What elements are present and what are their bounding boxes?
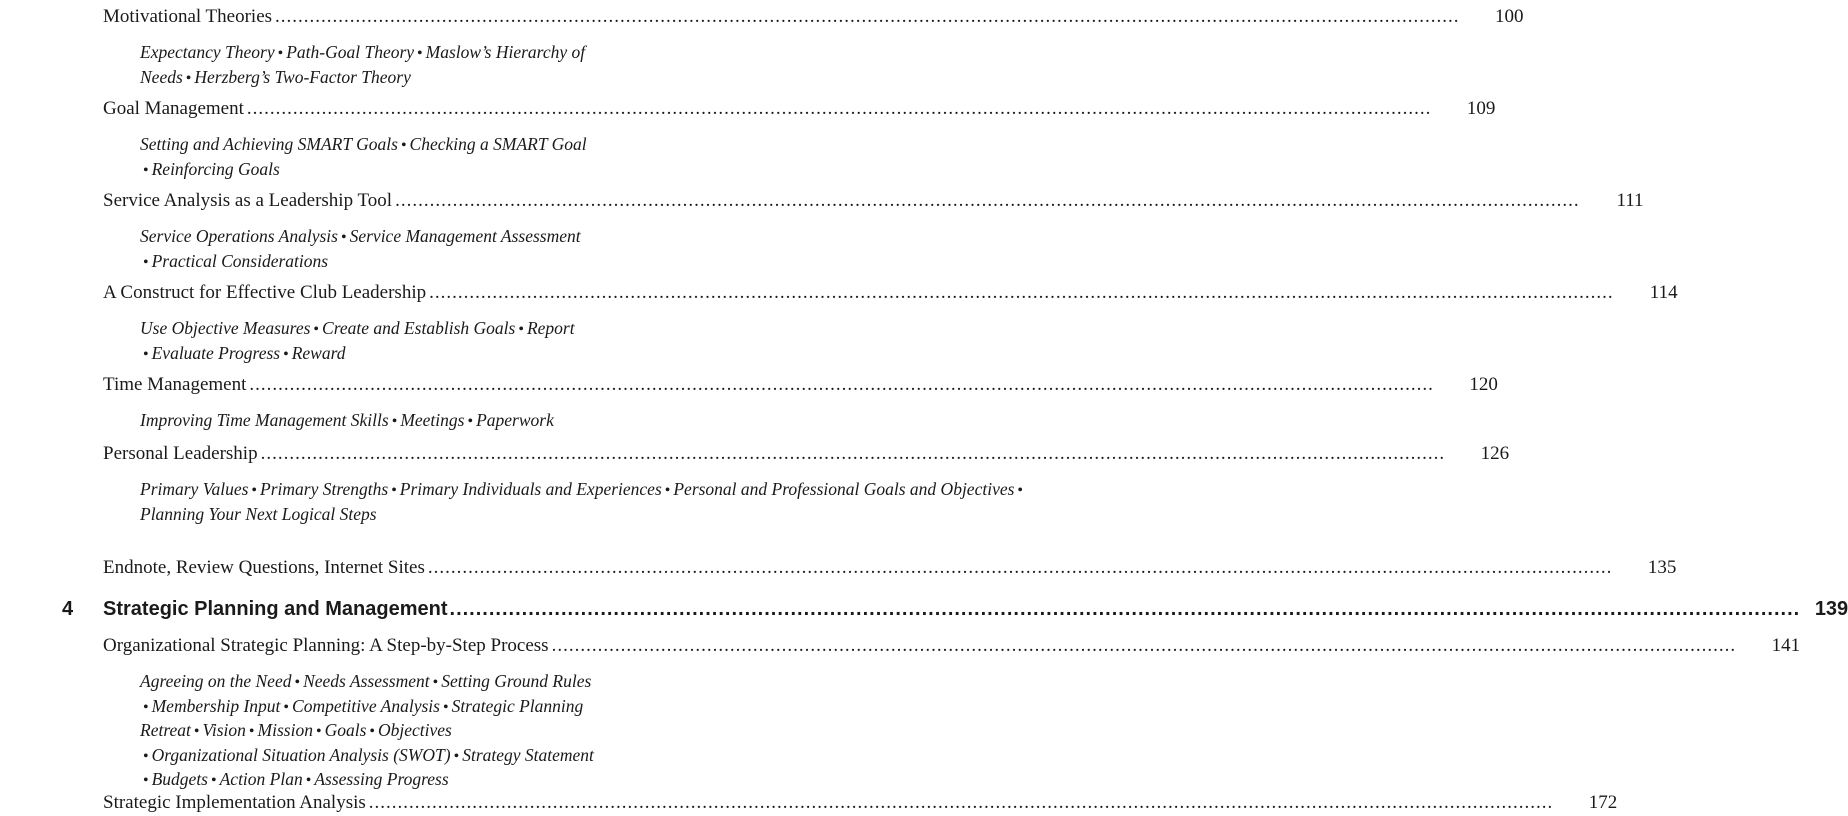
bullet-separator: • (294, 674, 301, 691)
toc-entry-construct-leadership[interactable] (103, 280, 1678, 306)
toc-entry-title: Motivational Theories (103, 6, 273, 27)
bullet-separator: • (193, 723, 200, 740)
bullet-separator: • (305, 772, 312, 789)
subtopic: Expectancy Theory (140, 42, 275, 62)
dot-leader (395, 188, 1580, 214)
subtopic: Needs Assessment (303, 671, 430, 691)
toc-subtopics-personal (140, 478, 1024, 525)
subtopic: Budgets (151, 769, 208, 789)
bullet-separator: • (518, 321, 524, 338)
subtopic: Strategic Planning Retreat (140, 695, 584, 740)
toc-entry-page: 109 (1466, 98, 1496, 119)
toc-entry-title: Time Management (103, 374, 247, 395)
subtopic: Objectives (377, 720, 452, 740)
chapter-page: 139 (1814, 598, 1848, 620)
subtopic: Report (526, 318, 575, 338)
toc-entry-page: 135 (1647, 557, 1677, 578)
bullet-separator: • (283, 345, 289, 363)
subtopic: Reward (291, 342, 346, 363)
dot-leader (428, 555, 1613, 581)
subtopic: Maslow’s Hierarchy of Needs (140, 42, 586, 87)
toc-entry-personal-leadership[interactable] (103, 441, 1510, 467)
bullet-separator: • (453, 747, 460, 765)
bullet-separator: • (1017, 482, 1024, 499)
subtopic: Membership Input (151, 695, 281, 716)
subtopic: Path-Goal Theory (286, 42, 415, 62)
bullet-separator: • (251, 482, 258, 499)
subtopic: Reinforcing Goals (151, 158, 280, 179)
dot-leader (552, 633, 1737, 659)
subtopic: Competitive Analysis (292, 695, 440, 716)
subtopic: Mission (257, 720, 313, 740)
subtopic: Goals (324, 720, 367, 740)
toc-entry-title: A Construct for Effective Club Leadership (103, 282, 427, 303)
subtopic: Organizational Situation Analysis (SWOT) (151, 744, 451, 765)
bullet-separator: • (143, 253, 149, 271)
toc-entry-goal-management[interactable] (103, 96, 1496, 122)
subtopic: Herzberg’s Two-Factor Theory (194, 66, 411, 87)
bullet-separator: • (391, 413, 398, 430)
toc-entry-page: 111 (1616, 190, 1644, 211)
toc-entry-strategic-implementation[interactable] (103, 790, 1618, 816)
toc-entry-service-analysis[interactable] (103, 188, 1644, 214)
toc-entry-page: 141 (1771, 635, 1801, 656)
toc-entry-title: Strategic Implementation Analysis (103, 792, 366, 813)
bullet-separator: • (315, 723, 322, 740)
subtopic: Primary Individuals and Experiences (399, 479, 662, 499)
toc-entry-page: 100 (1495, 6, 1524, 27)
subtopic: Checking a SMART Goal (409, 134, 587, 154)
subtopic: Service Operations Analysis (140, 226, 338, 246)
bullet-separator: • (313, 321, 320, 338)
subtopic: Assessing Progress (314, 769, 449, 789)
subtopic: Setting and Achieving SMART Goals (140, 134, 398, 154)
dot-leader (450, 594, 1801, 624)
dot-leader (369, 790, 1554, 816)
subtopic: Practical Considerations (151, 250, 329, 271)
bullet-separator: • (417, 45, 423, 62)
bullet-separator: • (442, 698, 449, 716)
bullet-separator: • (400, 137, 407, 154)
toc-subtopics-strategic (140, 670, 700, 793)
bullet-separator: • (467, 413, 474, 430)
toc-entry-endnote[interactable] (103, 555, 1677, 581)
toc-subtopics-goal (140, 133, 700, 182)
dot-leader (249, 372, 1434, 398)
subtopic: Setting Ground Rules (441, 671, 592, 691)
subtopic: Paperwork (476, 410, 554, 430)
subtopic: Create and Establish Goals (322, 318, 516, 338)
bullet-separator: • (185, 69, 192, 87)
bullet-separator: • (664, 482, 671, 499)
subtopic: Service Management Assessment (349, 226, 581, 246)
toc-entry-title: Goal Management (103, 98, 244, 119)
toc-entry-page: 114 (1649, 282, 1678, 303)
toc-chapter-4[interactable] (62, 594, 1848, 624)
subtopic: Strategy Statement (462, 744, 594, 765)
bullet-separator: • (340, 229, 347, 246)
toc-entry-title: Personal Leadership (103, 443, 258, 464)
subtopic: Planning Your Next Logical Steps (140, 503, 377, 524)
bullet-separator: • (143, 747, 149, 765)
toc-subtopics-time (140, 409, 700, 434)
toc-entry-page: 126 (1480, 443, 1510, 464)
toc-subtopics-motivational (140, 41, 700, 90)
toc-entry-time-management[interactable] (103, 372, 1498, 398)
subtopic: Action Plan (219, 769, 303, 789)
toc-entry-strategic-planning-process[interactable] (103, 633, 1801, 659)
dot-leader (429, 280, 1614, 306)
bullet-separator: • (283, 698, 290, 716)
bullet-separator: • (277, 45, 284, 62)
bullet-separator: • (211, 772, 217, 789)
toc-entry-motivational-theories[interactable] (103, 4, 1524, 30)
subtopic: Use Objective Measures (140, 318, 311, 338)
chapter-number: 4 (62, 598, 74, 620)
subtopic: Primary Values (140, 479, 249, 499)
bullet-separator: • (143, 161, 149, 179)
subtopic: Meetings (400, 410, 465, 430)
subtopic: Personal and Professional Goals and Objectives (673, 479, 1015, 499)
toc-entry-page: 120 (1469, 374, 1498, 395)
toc-subtopics-service (140, 225, 700, 274)
bullet-separator: • (391, 482, 397, 499)
toc-entry-title: Endnote, Review Questions, Internet Sites (103, 557, 425, 578)
bullet-separator: • (248, 723, 255, 740)
subtopic: Primary Strengths (260, 479, 389, 499)
toc-entry-title: Organizational Strategic Planning: A Step-by-Step Process (103, 635, 549, 656)
dot-leader (261, 441, 1446, 467)
bullet-separator: • (369, 723, 375, 740)
toc-entry-title: Service Analysis as a Leadership Tool (103, 190, 393, 211)
subtopic: Agreeing on the Need (140, 671, 292, 691)
bullet-separator: • (432, 674, 439, 691)
subtopic: Evaluate Progress (151, 342, 281, 363)
subtopic: Vision (202, 720, 246, 740)
bullet-separator: • (143, 345, 149, 363)
chapter-title: Strategic Planning and Management (103, 598, 448, 620)
dot-leader (247, 96, 1432, 122)
bullet-separator: • (143, 772, 149, 789)
toc-subtopics-construct (140, 317, 700, 366)
subtopic: Improving Time Management Skills (140, 410, 389, 430)
bullet-separator: • (143, 698, 149, 716)
dot-leader (275, 4, 1460, 30)
toc-entry-page: 172 (1588, 792, 1618, 813)
